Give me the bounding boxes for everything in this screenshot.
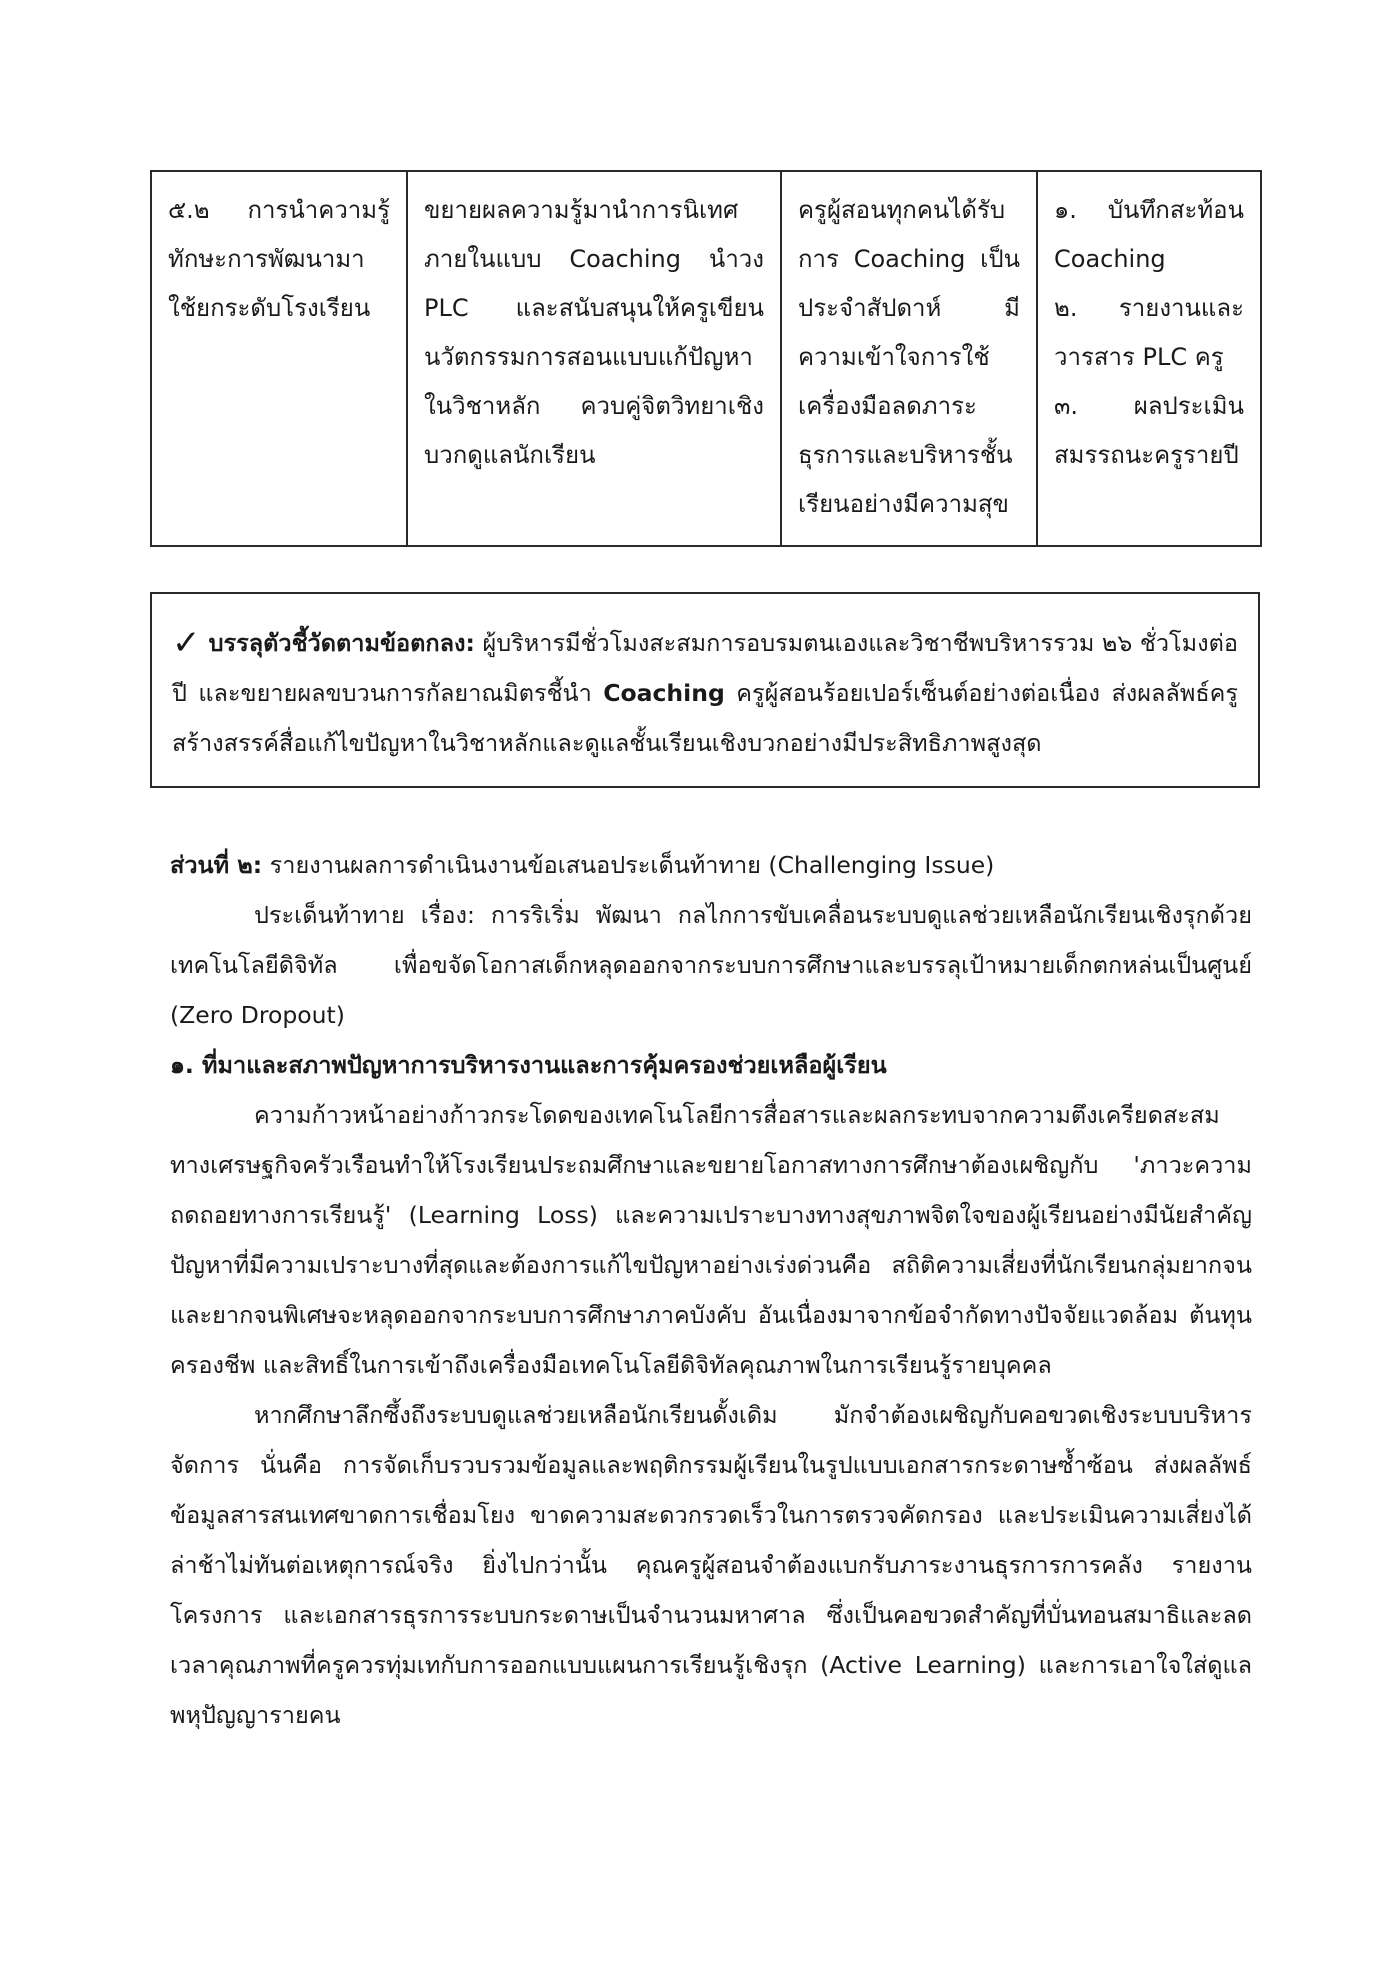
evidence-item: ๑. บันทึกสะท้อน Coaching [1054,196,1244,273]
section-2 [170,840,1252,1740]
check-mark-icon: ✓ [172,623,201,663]
table-row [151,171,1261,546]
section-2-title [170,840,1252,890]
indicator-text-after: ครูผู้สอนร้อยเปอร์เซ็นต์อย่างต่อเนื่อง ส่งผลลัพธ์ครูสร้างสรรค์สื่อแก้ไขปัญหาในวิชาหลักและดูแลชั้นเรียนเชิงบวกอย่างมีประสิทธิภาพสูงสุด [172,679,1239,757]
evidence-item: ๓. ผลประเมินสมรรถนะครูรายปี [1054,392,1244,469]
section-2-title-text: รายงานผลการดำเนินงานข้อเสนอประเด็นท้าทาย (Challenging Issue) [262,851,995,879]
table-cell-evidence [1037,171,1261,546]
section-2-label: ส่วนที่ ๒: [170,851,263,879]
indicator-text: ผู้บริหารมีชั่วโมงสะสมการอบรมตนเองและวิชาชีพบริหารรวม ๒๖ ชั่วโมงต่อปี และขยายผลขบวนการกัลยาณมิตรชี้นำ [172,629,1238,707]
paragraph-2: หากศึกษาลึกซึ้งถึงระบบดูแลช่วยเหลือนักเรียนดั้งเดิม มักจำต้องเผชิญกับคอขวดเชิงระบบบริหารจัดการ นั่นคือ การจัดเก็บรวบรวมข้อมูลและพฤติกรรมผู้เรียนในรูปแบบเอกสารกระดาษซ้ำซ้อน ส่งผลลัพธ์ข้อมูลสารสนเทศขาดการเชื่อมโยง ขาดความสะดวกรวดเร็วในการตรวจคัดกรอง และประเมินความเสี่ยงได้ล่าช้าไม่ทันต่อเหตุการณ์จริง ยิ่งไปกว่านั้น คุณครูผู้สอนจำต้องแบกรับภาระงานธุรการการคลัง รายงานโครงการ และเอกสารธุรการระบบกระดาษเป็นจำนวนมหาศาล ซึ่งเป็นคอขวดสำคัญที่บั่นทอนสมาธิและลดเวลาคุณภาพที่ครูควรทุ่มเทกับการออกแบบแผนการเรียนรู้เชิงรุก (Active Learning) และการเอาใจใส่ดูแลพหุปัญญารายคน [170,1401,1252,1729]
challenging-issue-paragraph: ประเด็นท้าทาย เรื่อง: การริเริ่ม พัฒนา กลไกการขับเคลื่อนระบบดูแลช่วยเหลือนักเรียนเชิงรุกด้วยเทคโนโลยีดิจิทัล เพื่อขจัดโอกาสเด็กหลุดออกจากระบบการศึกษาและบรรลุเป้าหมายเด็กตกหล่นเป็นศูนย์ (Zero Dropout) [170,901,1252,1029]
kpi-table [150,170,1262,547]
paragraph-1: ความก้าวหน้าอย่างก้าวกระโดดของเทคโนโลยีการสื่อสารและผลกระทบจากความตึงเครียดสะสมทางเศรษฐกิจครัวเรือนทำให้โรงเรียนประถมศึกษาและขยายโอกาสทางการศึกษาต้องเผชิญกับ 'ภาวะความถดถอยทางการเรียนรู้' (Learning Loss) และความเปราะบางทางสุขภาพจิตใจของผู้เรียนอย่างมีนัยสำคัญ ปัญหาที่มีความเปราะบางที่สุดและต้องการแก้ไขปัญหาอย่างเร่งด่วนคือ สถิติความเสี่ยงที่นักเรียนกลุ่มยากจนและยากจนพิเศษจะหลุดออกจากระบบการศึกษาภาคบังคับ อันเนื่องมาจากข้อจำกัดทางปัจจัยแวดล้อม ต้นทุนครองชีพ และสิทธิ์ในการเข้าถึงเครื่องมือเทคโนโลยีดิจิทัลคุณภาพในการเรียนรู้รายบุคคล [170,1101,1252,1379]
table-cell-activity: ขยายผลความรู้มานำการนิเทศภายในแบบ Coaching นำวง PLC และสนับสนุนให้ครูเขียนนวัตกรรมการสอนแบบแก้ปัญหาในวิชาหลัก ควบคู่จิตวิทยาเชิงบวกดูแลนักเรียน [407,171,781,546]
indicator-keyword: Coaching [603,679,725,707]
indicator-box [150,592,1260,788]
table-cell-outcome: ครูผู้สอนทุกคนได้รับการ Coaching เป็นประจำสัปดาห์ มีความเข้าใจการใช้เครื่องมือลดภาระธุรการและบริหารชั้นเรียนอย่างมีความสุข [781,171,1037,546]
section-heading-1: ๑. ที่มาและสภาพปัญหาการบริหารงานและการคุ้มครองช่วยเหลือผู้เรียน [170,1051,887,1079]
indicator-label: บรรลุตัวชี้วัดตามข้อตกลง: [208,629,475,657]
table-cell-topic: ๕.๒ การนำความรู้ทักษะการพัฒนามาใช้ยกระดับโรงเรียน [151,171,407,546]
evidence-item: ๒. รายงานและวารสาร PLC ครู [1054,294,1244,371]
